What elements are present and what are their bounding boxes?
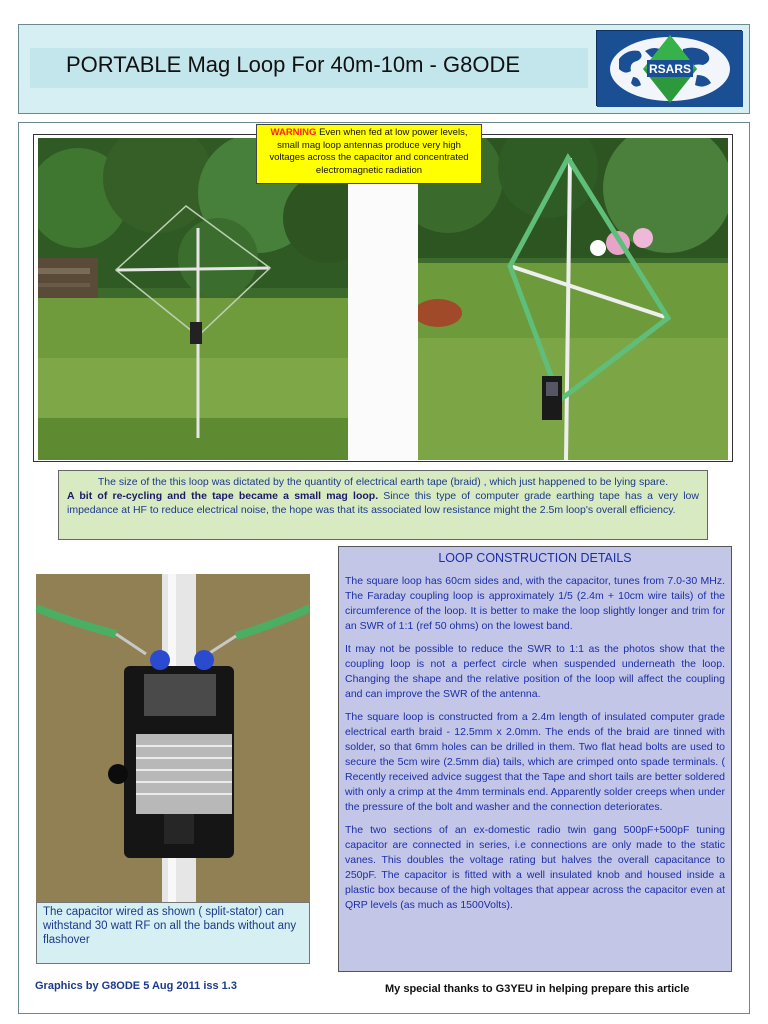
intro-line1: The size of the this loop was dictated by the quantity of electrical earth tape (braid) , which just happened to be lying spare.	[97, 476, 669, 488]
details-paragraph-1: The square loop has 60cm sides and, with the capacitor, tunes from 7.0-30 MHz. The Faraday coupling loop is approximately 1/5 (2.4m + 10cm wire tails) of the circumference of the loop. It is better to make the loop slightly longer and trim for an SWR of 1:1 (ref 50 ohms) on the lowest band.	[345, 575, 725, 632]
page-title: PORTABLE Mag Loop For 40m-10m - G8ODE	[66, 52, 521, 77]
warning-text: Even when fed at low power levels, small mag loop antennas produce very high voltages across the capacitor and concentrated electromagnetic radiation	[269, 127, 469, 176]
details-heading: LOOP CONSTRUCTION DETAILS	[438, 551, 632, 565]
capacitor-caption: The capacitor wired as shown ( split-stator) can withstand 30 watt RF on all the bands without any flashover	[36, 902, 310, 964]
loop-photo-left	[38, 138, 348, 460]
details-paragraph-2: It may not be possible to reduce the SWR to 1:1 as the photos show that the coupling loop is not a perfect circle when suspended underneath the loop. Changing the shape and the relative position of the loop will affect the coupling and can improve the SWR of the antenna.	[345, 643, 725, 700]
details-paragraph-4: The two sections of an ex-domestic radio twin gang 500pF+500pF tuning capacitor are connected in series, i.e connections are only made to the static vanes. This doubles the voltage rating but halves the overall capacitance to 250pF. The capacitor is fitted with a well insulated knob and housed inside a plastic box because of the high voltages that appear across the capacitor even at QRP levels (as much as 1500Volts).	[345, 824, 725, 911]
loop-photo-right	[418, 138, 728, 460]
construction-details-box	[338, 546, 732, 972]
capacitor-photo	[36, 574, 310, 904]
photo-divider	[348, 138, 418, 460]
intro-box	[58, 470, 708, 540]
details-paragraph-3: The square loop is constructed from a 2.4m length of insulated computer grade electrical earth braid - 12.5mm x 2.0mm. The ends of the braid are tinned with solder, so that 6mm holes can be drilled in them. Two flat head bolts are used to secure the 5cm wire (2.5mm dia) tails, which are crimped onto spade terminals. ( Recently received advice suggest that the Tape and short tails are better soldered with only a crimp at the 4mm terminals end. Apparently solder creeps when under the pressure of the bolt and washer and the connection deteriorates.	[345, 711, 725, 813]
footer-thanks: My special thanks to G3YEU in helping prepare this article	[385, 983, 690, 995]
intro-bold: A bit of re-cycling and the tape became a small mag loop.	[67, 490, 379, 502]
footer-credits: Graphics by G8ODE 5 Aug 2011 iss 1.3	[35, 980, 237, 992]
warning-box	[256, 124, 482, 184]
intro-rest: Since this type of computer grade earthing tape has a very low impedance at HF to reduce electrical noise, the hope was that its associated low resistance might the 2.5m loop's overall efficiency.	[67, 490, 699, 516]
globe-logo-icon	[597, 31, 743, 107]
logo-text: RSARS	[648, 62, 692, 76]
rsars-logo	[596, 30, 742, 106]
warning-label: WARNING	[270, 127, 317, 138]
